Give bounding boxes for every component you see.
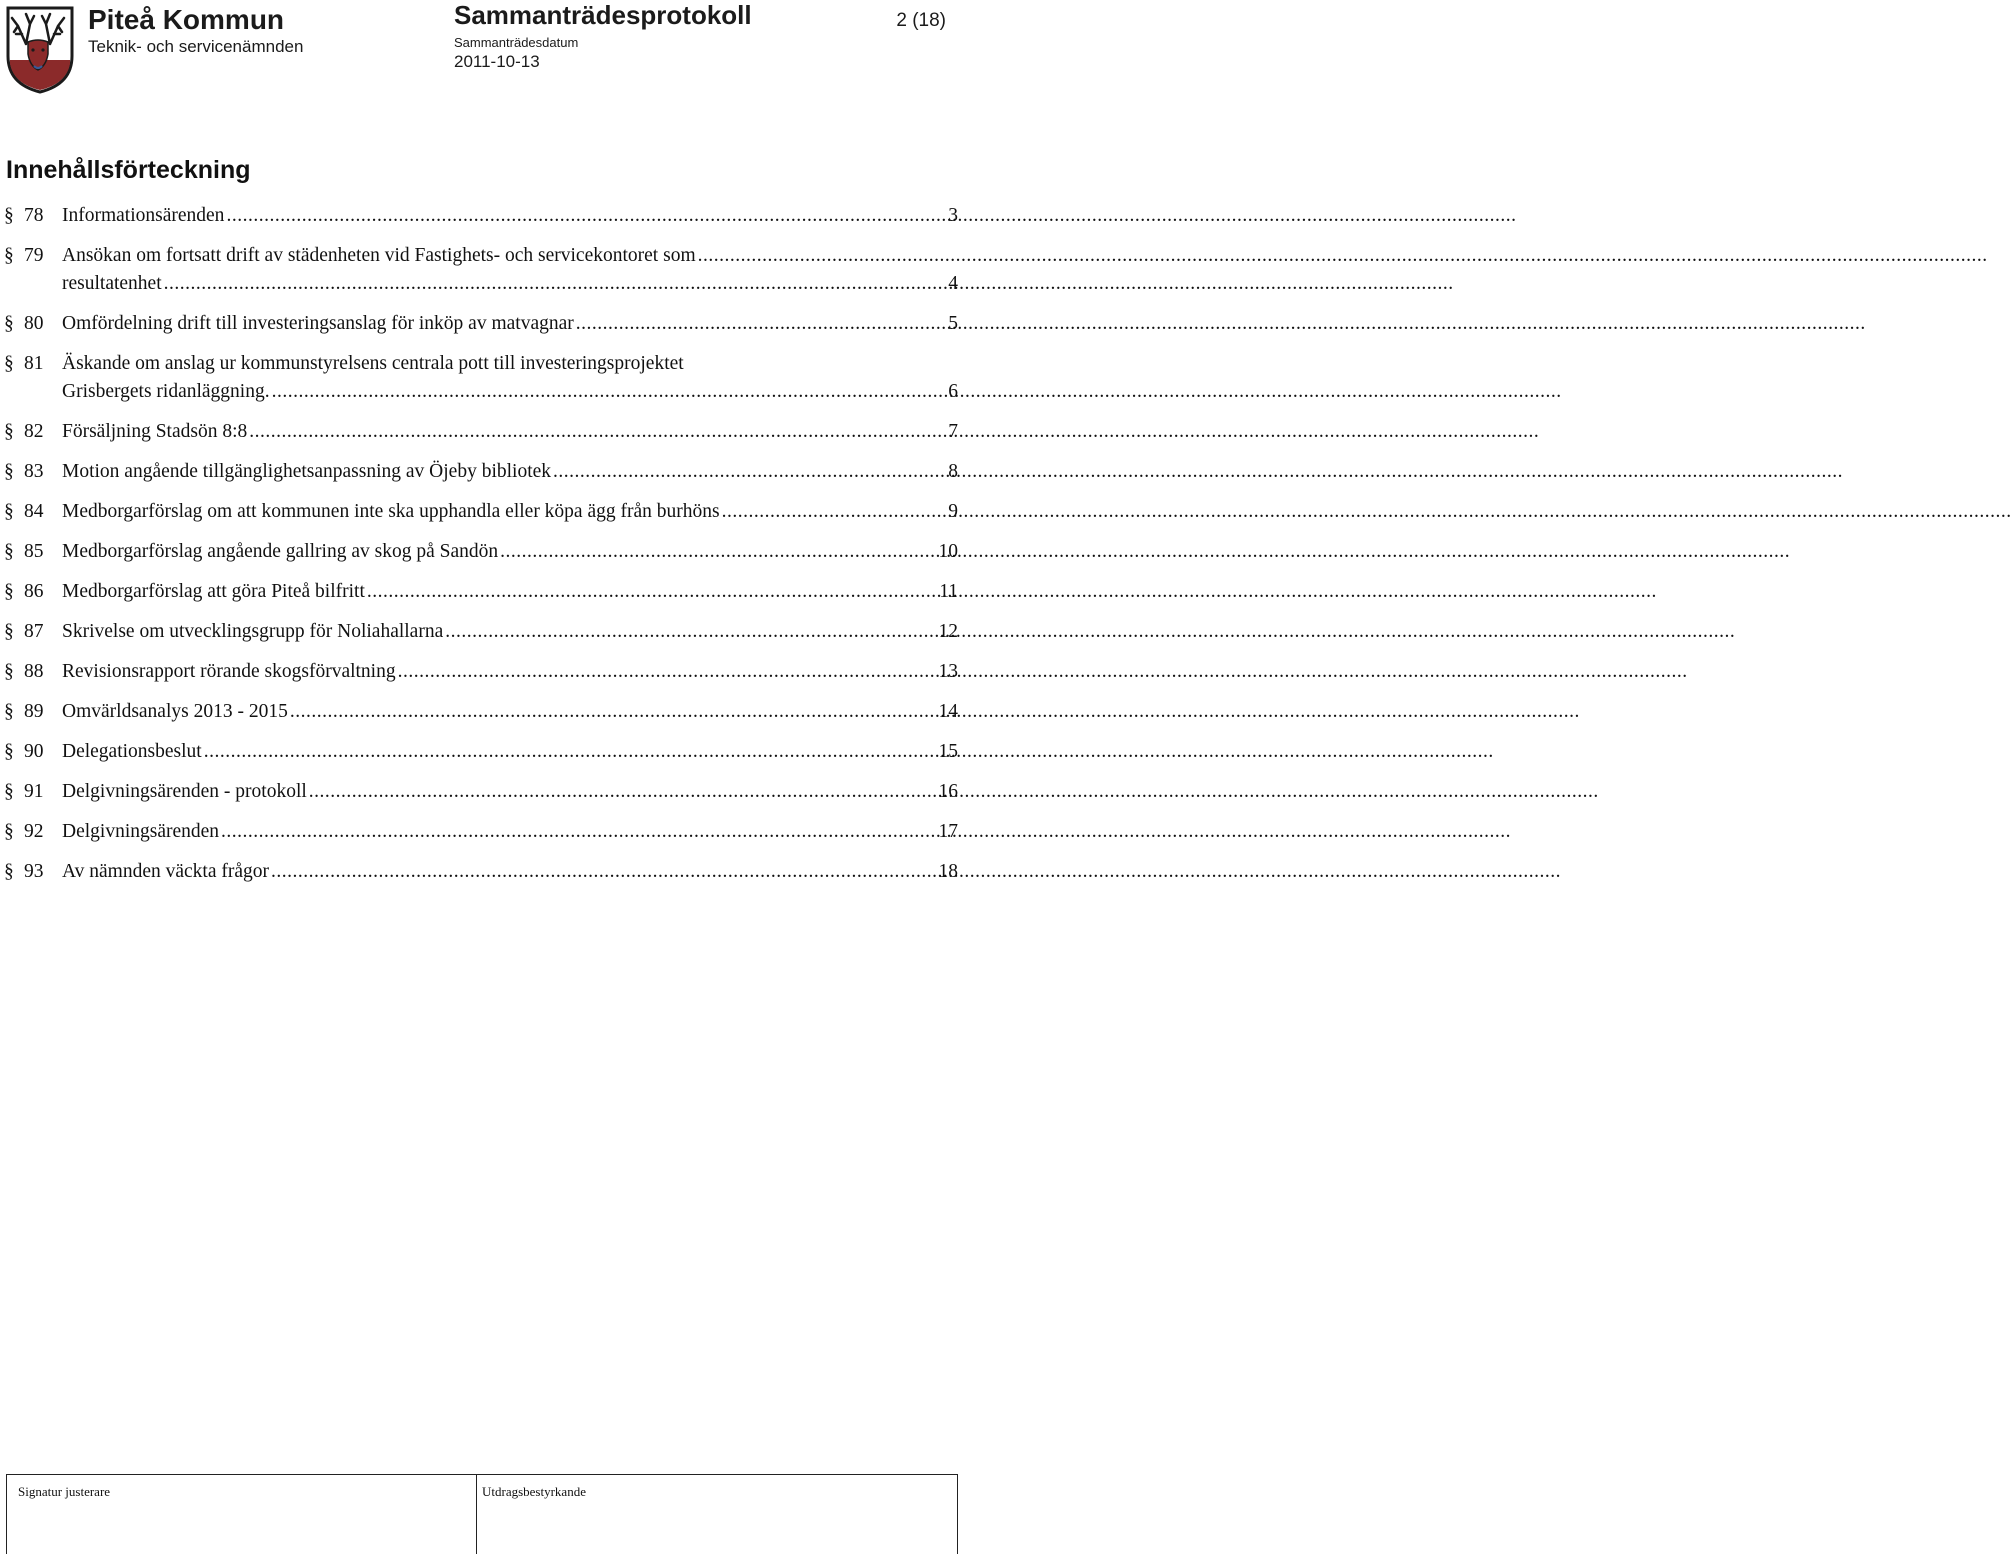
dot-leader	[553, 458, 946, 486]
section-symbol: §	[4, 245, 14, 266]
toc-entry[interactable]	[0, 576, 960, 616]
toc-entry[interactable]	[0, 776, 960, 816]
toc-entry-title-continued: resultatenhet	[62, 273, 162, 294]
toc-entry-title: Motion angående tillgänglighetsanpassning av Öjeby bibliotek	[62, 461, 552, 482]
section-symbol: §	[4, 541, 14, 562]
toc-entry[interactable]	[0, 696, 960, 736]
toc-entry-number: 82	[24, 421, 44, 442]
toc-entry-page: 12	[938, 621, 958, 642]
toc-entry[interactable]	[0, 656, 960, 696]
coat-of-arms-logo	[4, 4, 76, 94]
organization-name: Piteå Kommun	[88, 4, 285, 35]
dot-leader	[221, 818, 936, 846]
toc-entry-title: Omfördelning drift till investeringsanslag för inköp av matvagnar	[62, 313, 574, 334]
document-type: Sammanträdesprotokoll	[454, 0, 752, 30]
section-symbol: §	[4, 421, 14, 442]
toc-entry-title: Medborgarförslag om att kommunen inte ska upphandla eller köpa ägg från burhöns	[62, 501, 720, 522]
table-of-contents-heading: Innehållsförteckning	[6, 156, 251, 184]
section-symbol: §	[4, 581, 14, 602]
dot-leader	[272, 378, 947, 406]
toc-entry-page: 18	[938, 861, 958, 882]
section-symbol: §	[4, 205, 14, 226]
committee-name: Teknik- och servicenämnden	[88, 37, 304, 56]
dot-leader	[398, 658, 937, 686]
toc-entry-title: Av nämnden väckta frågor	[62, 861, 270, 882]
meeting-date-label: Sammanträdesdatum	[454, 35, 579, 50]
toc-entry-number: 81	[24, 353, 44, 374]
section-symbol: §	[4, 461, 14, 482]
section-symbol: §	[4, 661, 14, 682]
toc-entry-number: 90	[24, 741, 44, 762]
toc-entry-number: 92	[24, 821, 44, 842]
dot-leader	[367, 578, 937, 606]
extract-certification-label: Utdragsbestyrkande	[482, 1484, 586, 1499]
toc-entry-number: 86	[24, 581, 44, 602]
toc-entry[interactable]	[0, 496, 960, 536]
section-symbol: §	[4, 501, 14, 522]
toc-entry-page: 11	[939, 581, 958, 602]
toc-entry[interactable]	[0, 616, 960, 656]
toc-entry-page: 9	[948, 501, 958, 522]
toc-entry-number: 93	[24, 861, 44, 882]
reindeer-coat-of-arms-icon	[4, 4, 76, 94]
toc-entry[interactable]	[0, 200, 960, 240]
toc-entry-title: Ansökan om fortsatt drift av städenheten vid Fastighets- och servicekontoret som	[62, 245, 696, 266]
toc-entry-title: Delegationsbeslut	[62, 741, 202, 762]
toc-entry-title: Skrivelse om utvecklingsgrupp för Noliahallarna	[62, 621, 444, 642]
dot-leader	[722, 498, 947, 526]
dot-leader	[576, 310, 946, 338]
section-symbol: §	[4, 353, 14, 374]
toc-entry-title: Omvärldsanalys 2013 - 2015	[62, 701, 288, 722]
dot-leader	[309, 778, 937, 806]
toc-entry[interactable]	[0, 856, 960, 896]
toc-entry-page: 17	[938, 821, 958, 842]
toc-entry-title: Medborgarförslag angående gallring av skog på Sandön	[62, 541, 499, 562]
toc-entry-title: Försäljning Stadsön 8:8	[62, 421, 248, 442]
toc-entry-number: 91	[24, 781, 44, 802]
dot-leader	[445, 618, 936, 646]
footer-divider	[957, 1474, 958, 1554]
dot-leader	[698, 242, 958, 270]
toc-entry-page: 13	[938, 661, 958, 682]
footer-divider	[476, 1474, 477, 1554]
section-symbol: §	[4, 313, 14, 334]
dot-leader	[204, 738, 937, 766]
toc-entry-number: 89	[24, 701, 44, 722]
section-symbol: §	[4, 861, 14, 882]
toc-entry-page: 15	[938, 741, 958, 762]
section-symbol: §	[4, 701, 14, 722]
toc-entry[interactable]	[0, 816, 960, 856]
page-number: 2 (18)	[896, 10, 946, 31]
toc-entry-page: 6	[948, 381, 958, 402]
toc-entry[interactable]	[0, 736, 960, 776]
toc-entry-number: 84	[24, 501, 44, 522]
toc-entry[interactable]	[0, 456, 960, 496]
dot-leader	[271, 858, 936, 886]
dot-leader	[290, 698, 937, 726]
toc-entry-number: 88	[24, 661, 44, 682]
toc-entry-number: 80	[24, 313, 44, 334]
toc-entry-title: Informationsärenden	[62, 205, 225, 226]
toc-entry-title: Medborgarförslag att göra Piteå bilfritt	[62, 581, 365, 602]
toc-entry-page: 3	[948, 205, 958, 226]
dot-leader	[164, 270, 947, 298]
meeting-date-value: 2011-10-13	[454, 52, 540, 71]
toc-entry-page: 5	[948, 313, 958, 334]
toc-entry[interactable]	[0, 308, 960, 348]
footer-divider	[6, 1474, 7, 1554]
toc-entry-page: 8	[948, 461, 958, 482]
toc-entry-number: 85	[24, 541, 44, 562]
toc-entry-page: 7	[948, 421, 958, 442]
table-of-contents	[0, 200, 960, 896]
toc-entry-page: 14	[938, 701, 958, 722]
dot-leader	[226, 202, 946, 230]
section-symbol: §	[4, 781, 14, 802]
toc-entry-number: 87	[24, 621, 44, 642]
toc-entry[interactable]	[0, 240, 960, 308]
toc-entry[interactable]	[0, 348, 960, 416]
section-symbol: §	[4, 821, 14, 842]
toc-entry-title: Delgivningsärenden	[62, 821, 220, 842]
section-symbol: §	[4, 741, 14, 762]
dot-leader	[500, 538, 936, 566]
toc-entry-number: 83	[24, 461, 44, 482]
toc-entry-title: Äskande om anslag ur kommunstyrelsens centrala pott till investeringsprojektet	[62, 353, 684, 374]
toc-entry-page: 16	[938, 781, 958, 802]
toc-entry-title: Revisionsrapport rörande skogsförvaltning	[62, 661, 396, 682]
footer-rule	[6, 1474, 958, 1475]
toc-entry-number: 78	[24, 205, 44, 226]
toc-entry[interactable]	[0, 536, 960, 576]
toc-entry-page: 4	[948, 273, 958, 294]
toc-entry-title: Delgivningsärenden - protokoll	[62, 781, 307, 802]
toc-entry[interactable]	[0, 416, 960, 456]
toc-entry-title-continued: Grisbergets ridanläggning.	[62, 381, 270, 402]
section-symbol: §	[4, 621, 14, 642]
toc-entry-number: 79	[24, 245, 44, 266]
dot-leader	[249, 418, 946, 446]
signature-field-label: Signatur justerare	[18, 1484, 111, 1499]
toc-entry-page: 10	[938, 541, 958, 562]
